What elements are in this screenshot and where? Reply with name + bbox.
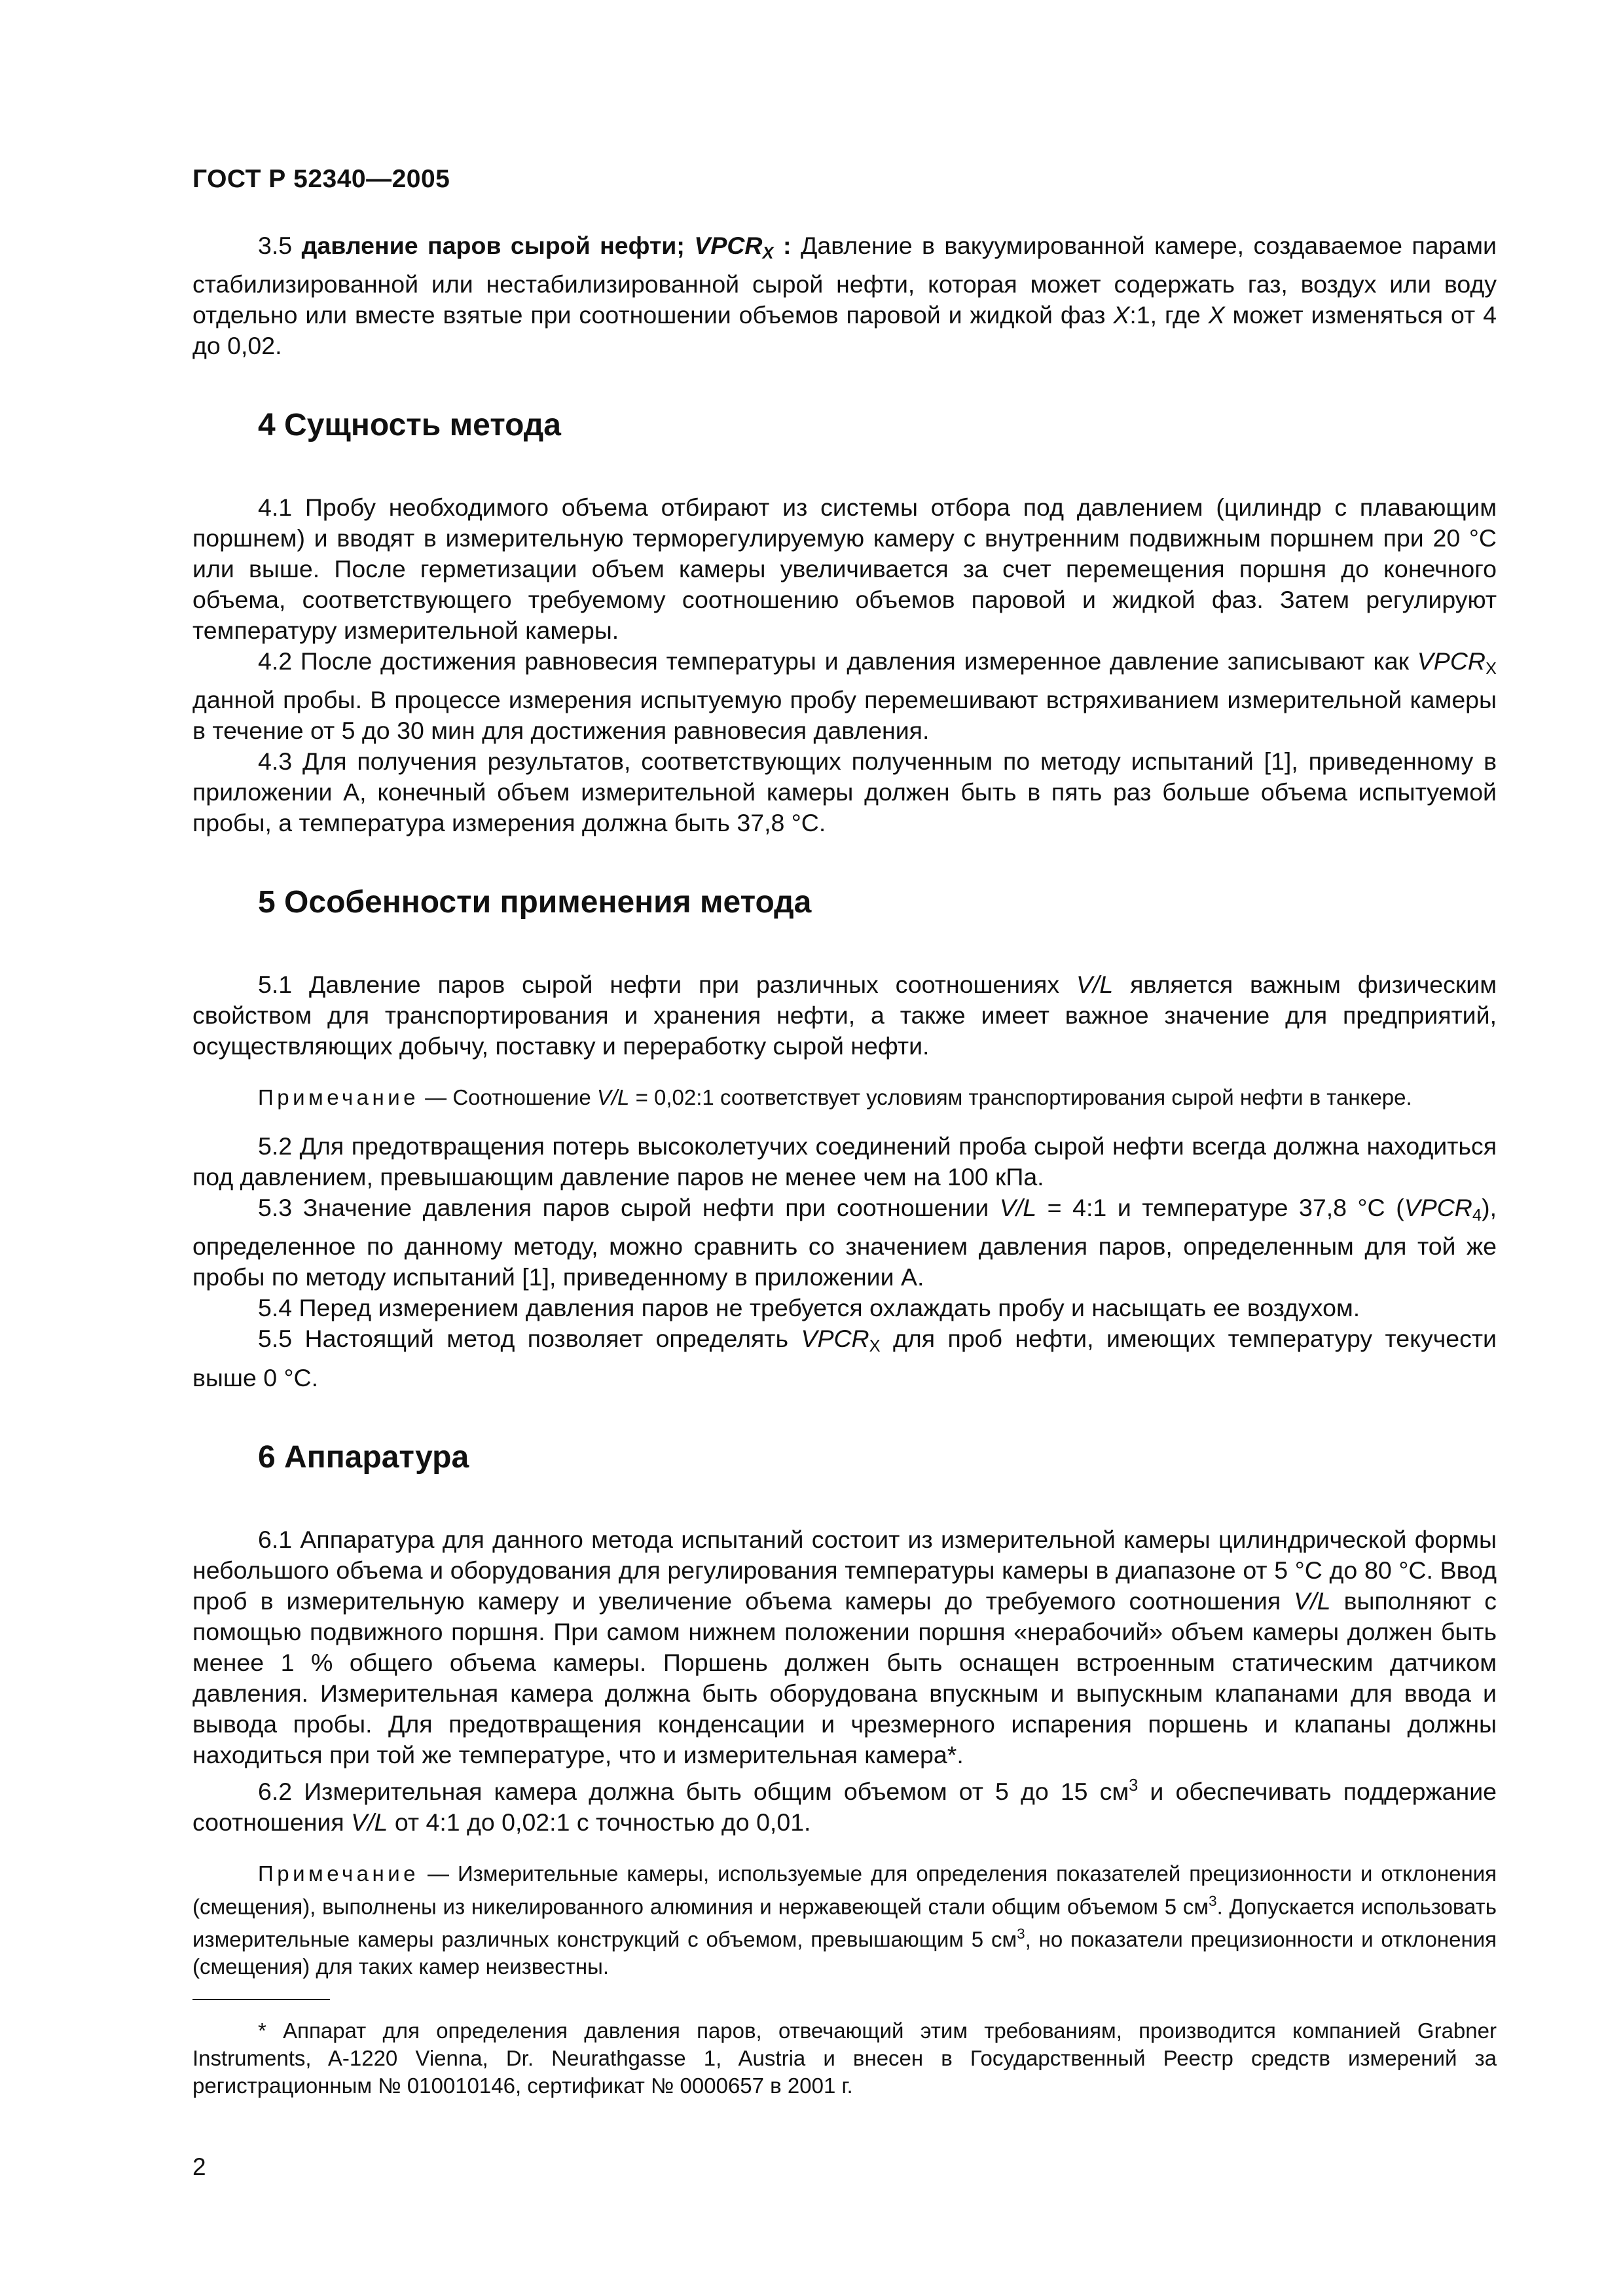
- document-code-header: ГОСТ Р 52340—2005: [192, 165, 450, 193]
- section-6-heading: 6 Аппаратура: [258, 1439, 469, 1475]
- clause-4-3: 4.3 Для получения результатов, соответствующих полученным по методу испытаний [1], приведенному в приложении А, конечный объем измерительной камеры должен быть в пять раз больше объема испытуемой пробы, а температура измерения должна быть 37,8 °С.: [192, 747, 1497, 837]
- footnote: * Аппарат для определения давления паров, отвечающий этим требованиям, производится компанией Grabner Instruments, A-1220 Vienna, Dr. Neurathgasse 1, Austria и внесен в Государственный Реестр средств измерений за регистрационным № 010010146, сертификат № 0000657 в 2001 г.: [192, 2018, 1497, 2098]
- clause-4-2: 4.2 После достижения равновесия температуры и давления измеренное давление записывают как $VPCR_X$ данной пробы. В процессе измерения испытуемую пробу перемешивают встряхиванием измерительной камеры в течение от 5 до 30 мин для достижения равновесия давления.: [192, 647, 1497, 745]
- clause-5-4: 5.4 Перед измерением давления паров не требуется охлаждать пробу и насыщать ее воздухом.: [258, 1294, 1360, 1322]
- clause-5-5: 5.5 Настоящий метод позволяет определять $VPCR_X$ для проб нефти, имеющих температуру текучести выше 0 °С.: [192, 1325, 1497, 1391]
- clause-5-3: 5.3 Значение давления паров сырой нефти при соотношении V/L = 4:1 и температуре 37,8 °С $(VPCR_4)$, определенное по данному методу, можно сравнить со значением давления паров, определенным для той же пробы по методу испытаний [1], приведенному в приложении А.: [192, 1194, 1497, 1291]
- clause-5-2: 5.2 Для предотвращения потерь высоколетучих соединений проба сырой нефти всегда должна находиться под давлением, превышающим давление паров не менее чем на 100 кПа.: [192, 1132, 1497, 1191]
- clause-4-1: 4.1 Пробу необходимого объема отбирают из системы отбора под давлением (цилиндр с плавающим поршнем) и вводят в измерительную терморегулируемую камеру с внутренним подвижным поршнем при 20 °С или выше. После герметизации объем камеры увеличивается за счет перемещения поршня до конечного объема, соответствующего требуемому соотношению объемов паровой и жидкой фаз. Затем регулируют температуру измерительной камеры.: [192, 493, 1497, 645]
- clause-3-5: 3.5 давление паров сырой нефти; $VPCR_X$ : Давление в вакуумированной камере, создаваемое парами стабилизированной или нестабилизированной сырой нефти, которая может содержать газ, воздух или воду отдельно или вместе взятые при соотношении объемов паровой и жидкой фаз X:1, где X может изменяться от 4 до 0,02.: [192, 232, 1497, 360]
- clause-6-2: 6.2 Измерительная камера должна быть общим объемом от 5 до 15 $см^3$ и обеспечивать поддержание соотношения V/L от 4:1 до 0,02:1 с точностью до 0,01.: [192, 1776, 1497, 1836]
- note-5: Примечание — Соотношение V/L = 0,02:1 соответствует условиям транспортирования сырой нефти в танкере.: [258, 1085, 1412, 1110]
- footnote-divider: [192, 1999, 330, 2000]
- clause-5-1: 5.1 Давление паров сырой нефти при различных соотношениях V/L является важным физическим свойством для транспортирования и хранения нефти, а также имеет важное значение для предприятий, осуществляющих добычу, поставку и переработку сырой нефти.: [192, 971, 1497, 1060]
- section-5-heading: 5 Особенности применения метода: [258, 885, 812, 920]
- page-number: 2: [192, 2153, 206, 2180]
- note-6: Примечание — Измерительные камеры, используемые для определения показателей прецизионности и отклонения (смещения), выполнены из никелированного алюминия и нержавеющей стали общим объемом 5 $см^3$. Допускается использовать измерительные камеры различных конструкций с объемом, превышающим 5 $см^3$, но показатели прецизионности и отклонения (смещения) для таких камер неизвестны.: [192, 1861, 1497, 1979]
- term-vapor-pressure: давление паров сырой нефти;: [301, 232, 695, 259]
- clause-6-1: 6.1 Аппаратура для данного метода испытаний состоит из измерительной камеры цилиндрической формы небольшого объема и оборудования для регулирования температуры камеры в диапазоне от 5 °С до 80 °С. Ввод проб в измерительную камеру и увеличение объема камеры до требуемого соотношения V/L выполняют с помощью подвижного поршня. При самом нижнем положении поршня «нерабочий» объем камеры должен быть менее 1 % общего объема камеры. Поршень должен быть оснащен встроенным статическим датчиком давления. Измерительная камера должна быть оборудована впускным и выпускным клапанами для ввода и вывода пробы. Для предотвращения конденсации и чрезмерного испарения поршень и клапаны должны находиться при той же температуре, что и измерительная камера*.: [192, 1525, 1497, 1768]
- page-content: [192, 230, 1497, 2100]
- section-4-heading: 4 Сущность метода: [258, 408, 561, 443]
